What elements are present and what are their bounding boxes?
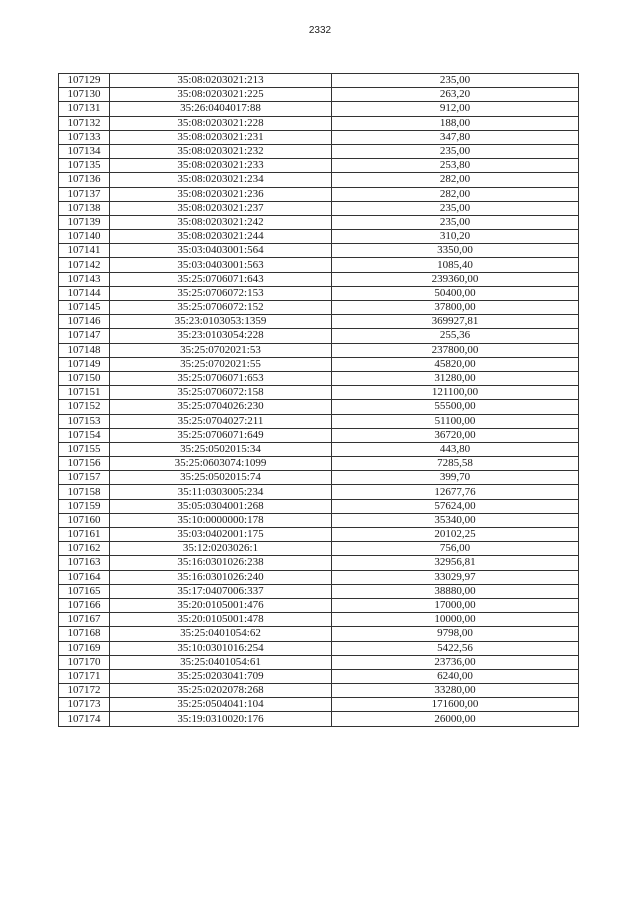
value-cell: 45820,00: [332, 357, 579, 371]
value-cell: 235,00: [332, 215, 579, 229]
row-number-cell: 107150: [59, 371, 110, 385]
cadastral-number-cell: 35:17:0407006:337: [110, 584, 332, 598]
value-cell: 235,00: [332, 144, 579, 158]
table-row: [59, 343, 579, 357]
table-row: [59, 655, 579, 669]
value-cell: 23736,00: [332, 655, 579, 669]
table-row: [59, 187, 579, 201]
table-row: [59, 570, 579, 584]
cadastral-number-cell: 35:26:0404017:88: [110, 102, 332, 116]
value-cell: 20102,25: [332, 528, 579, 542]
table-row: [59, 613, 579, 627]
table-row: [59, 315, 579, 329]
value-cell: 7285,58: [332, 457, 579, 471]
row-number-cell: 107130: [59, 88, 110, 102]
row-number-cell: 107157: [59, 471, 110, 485]
table-row: [59, 286, 579, 300]
table-row: [59, 499, 579, 513]
row-number-cell: 107143: [59, 272, 110, 286]
table-row: [59, 698, 579, 712]
cadastral-number-cell: 35:25:0401054:62: [110, 627, 332, 641]
row-number-cell: 107151: [59, 386, 110, 400]
cadastral-number-cell: 35:25:0502015:34: [110, 442, 332, 456]
value-cell: 37800,00: [332, 301, 579, 315]
table-row: [59, 201, 579, 215]
value-cell: 756,00: [332, 542, 579, 556]
table-row: [59, 329, 579, 343]
row-number-cell: 107152: [59, 400, 110, 414]
row-number-cell: 107156: [59, 457, 110, 471]
row-number-cell: 107129: [59, 74, 110, 88]
cadastral-number-cell: 35:08:0203021:244: [110, 230, 332, 244]
table-row: [59, 598, 579, 612]
value-cell: 9798,00: [332, 627, 579, 641]
row-number-cell: 107166: [59, 598, 110, 612]
row-number-cell: 107164: [59, 570, 110, 584]
value-cell: 35340,00: [332, 513, 579, 527]
table-row: [59, 442, 579, 456]
cadastral-number-cell: 35:25:0706071:653: [110, 371, 332, 385]
table-row: [59, 272, 579, 286]
cadastral-number-cell: 35:03:0403001:564: [110, 244, 332, 258]
cadastral-number-cell: 35:25:0504041:104: [110, 698, 332, 712]
value-cell: 282,00: [332, 173, 579, 187]
cadastral-number-cell: 35:25:0706071:649: [110, 428, 332, 442]
table-row: [59, 173, 579, 187]
table-row: [59, 485, 579, 499]
cadastral-number-cell: 35:08:0203021:213: [110, 74, 332, 88]
row-number-cell: 107136: [59, 173, 110, 187]
row-number-cell: 107134: [59, 144, 110, 158]
cadastral-number-cell: 35:11:0303005:234: [110, 485, 332, 499]
value-cell: 239360,00: [332, 272, 579, 286]
cadastral-number-cell: 35:08:0203021:242: [110, 215, 332, 229]
table-row: [59, 102, 579, 116]
row-number-cell: 107161: [59, 528, 110, 542]
row-number-cell: 107146: [59, 315, 110, 329]
value-cell: 10000,00: [332, 613, 579, 627]
cadastral-number-cell: 35:08:0203021:233: [110, 159, 332, 173]
cadastral-number-cell: 35:20:0105001:476: [110, 598, 332, 612]
cadastral-number-cell: 35:08:0203021:237: [110, 201, 332, 215]
cadastral-number-cell: 35:08:0203021:228: [110, 116, 332, 130]
table-row: [59, 627, 579, 641]
value-cell: 50400,00: [332, 286, 579, 300]
value-cell: 51100,00: [332, 414, 579, 428]
cadastral-number-cell: 35:25:0202078:268: [110, 684, 332, 698]
value-cell: 36720,00: [332, 428, 579, 442]
value-cell: 255,36: [332, 329, 579, 343]
row-number-cell: 107169: [59, 641, 110, 655]
table-row: [59, 528, 579, 542]
row-number-cell: 107138: [59, 201, 110, 215]
cadastral-number-cell: 35:19:0310020:176: [110, 712, 332, 726]
row-number-cell: 107171: [59, 669, 110, 683]
table-row: [59, 74, 579, 88]
cadastral-number-cell: 35:25:0702021:55: [110, 357, 332, 371]
value-cell: 33029,97: [332, 570, 579, 584]
row-number-cell: 107147: [59, 329, 110, 343]
row-number-cell: 107139: [59, 215, 110, 229]
row-number-cell: 107159: [59, 499, 110, 513]
cadastral-number-cell: 35:08:0203021:225: [110, 88, 332, 102]
value-cell: 1085,40: [332, 258, 579, 272]
cadastral-number-cell: 35:25:0706072:158: [110, 386, 332, 400]
value-cell: 188,00: [332, 116, 579, 130]
table-row: [59, 414, 579, 428]
value-cell: 32956,81: [332, 556, 579, 570]
cadastral-number-cell: 35:25:0704027:211: [110, 414, 332, 428]
row-number-cell: 107162: [59, 542, 110, 556]
table-row: [59, 400, 579, 414]
table-row: [59, 130, 579, 144]
table-row: [59, 215, 579, 229]
row-number-cell: 107174: [59, 712, 110, 726]
row-number-cell: 107170: [59, 655, 110, 669]
table-row: [59, 159, 579, 173]
table-row: [59, 542, 579, 556]
cadastral-number-cell: 35:25:0502015:74: [110, 471, 332, 485]
table-row: [59, 371, 579, 385]
cadastral-number-cell: 35:03:0403001:563: [110, 258, 332, 272]
row-number-cell: 107165: [59, 584, 110, 598]
row-number-cell: 107149: [59, 357, 110, 371]
value-cell: 31280,00: [332, 371, 579, 385]
table-row: [59, 244, 579, 258]
table-row: [59, 116, 579, 130]
row-number-cell: 107140: [59, 230, 110, 244]
cadastral-number-cell: 35:08:0203021:234: [110, 173, 332, 187]
row-number-cell: 107168: [59, 627, 110, 641]
table-row: [59, 712, 579, 726]
value-cell: 57624,00: [332, 499, 579, 513]
value-cell: 399,70: [332, 471, 579, 485]
row-number-cell: 107172: [59, 684, 110, 698]
row-number-cell: 107135: [59, 159, 110, 173]
value-cell: 121100,00: [332, 386, 579, 400]
value-cell: 33280,00: [332, 684, 579, 698]
table-row: [59, 556, 579, 570]
table-row: [59, 357, 579, 371]
table-row: [59, 684, 579, 698]
table-row: [59, 144, 579, 158]
cadastral-number-cell: 35:05:0304001:268: [110, 499, 332, 513]
table-row: [59, 471, 579, 485]
value-cell: 235,00: [332, 201, 579, 215]
cadastral-number-cell: 35:25:0203041:709: [110, 669, 332, 683]
value-cell: 171600,00: [332, 698, 579, 712]
cadastral-number-cell: 35:16:0301026:240: [110, 570, 332, 584]
row-number-cell: 107155: [59, 442, 110, 456]
row-number-cell: 107132: [59, 116, 110, 130]
cadastral-number-cell: 35:12:0203026:1: [110, 542, 332, 556]
cadastral-number-cell: 35:10:0301016:254: [110, 641, 332, 655]
cadastral-number-cell: 35:20:0105001:478: [110, 613, 332, 627]
value-cell: 282,00: [332, 187, 579, 201]
table-row: [59, 230, 579, 244]
row-number-cell: 107133: [59, 130, 110, 144]
row-number-cell: 107163: [59, 556, 110, 570]
cadastral-number-cell: 35:10:0000000:178: [110, 513, 332, 527]
cadastral-number-cell: 35:08:0203021:231: [110, 130, 332, 144]
value-cell: 26000,00: [332, 712, 579, 726]
cadastral-number-cell: 35:25:0704026:230: [110, 400, 332, 414]
row-number-cell: 107160: [59, 513, 110, 527]
value-cell: 6240,00: [332, 669, 579, 683]
table-row: [59, 584, 579, 598]
table-row: [59, 386, 579, 400]
cadastral-number-cell: 35:25:0603074:1099: [110, 457, 332, 471]
row-number-cell: 107173: [59, 698, 110, 712]
row-number-cell: 107142: [59, 258, 110, 272]
value-cell: 237800,00: [332, 343, 579, 357]
table-row: [59, 258, 579, 272]
value-cell: 55500,00: [332, 400, 579, 414]
value-cell: 253,80: [332, 159, 579, 173]
value-cell: 17000,00: [332, 598, 579, 612]
row-number-cell: 107154: [59, 428, 110, 442]
table-row: [59, 88, 579, 102]
cadastral-number-cell: 35:03:0402001:175: [110, 528, 332, 542]
row-number-cell: 107158: [59, 485, 110, 499]
value-cell: 38880,00: [332, 584, 579, 598]
value-cell: 347,80: [332, 130, 579, 144]
value-cell: 912,00: [332, 102, 579, 116]
value-cell: 12677,76: [332, 485, 579, 499]
row-number-cell: 107131: [59, 102, 110, 116]
cadastral-number-cell: 35:23:0103054:228: [110, 329, 332, 343]
cadastral-number-cell: 35:16:0301026:238: [110, 556, 332, 570]
cadastral-number-cell: 35:25:0706072:152: [110, 301, 332, 315]
cadastral-number-cell: 35:08:0203021:236: [110, 187, 332, 201]
cadastral-number-cell: 35:25:0702021:53: [110, 343, 332, 357]
row-number-cell: 107144: [59, 286, 110, 300]
table-row: [59, 513, 579, 527]
value-cell: 235,00: [332, 74, 579, 88]
value-cell: 263,20: [332, 88, 579, 102]
table-row: [59, 457, 579, 471]
cadastral-number-cell: 35:25:0401054:61: [110, 655, 332, 669]
table-row: [59, 428, 579, 442]
value-cell: 443,80: [332, 442, 579, 456]
row-number-cell: 107141: [59, 244, 110, 258]
table-row: [59, 301, 579, 315]
value-cell: 3350,00: [332, 244, 579, 258]
row-number-cell: 107145: [59, 301, 110, 315]
value-cell: 310,20: [332, 230, 579, 244]
row-number-cell: 107167: [59, 613, 110, 627]
row-number-cell: 107148: [59, 343, 110, 357]
value-cell: 369927,81: [332, 315, 579, 329]
cadastral-number-cell: 35:25:0706072:153: [110, 286, 332, 300]
table-body: [59, 74, 579, 727]
cadastral-number-cell: 35:25:0706071:643: [110, 272, 332, 286]
page-number: 2332: [308, 25, 332, 36]
data-table: [58, 73, 579, 727]
table-row: [59, 669, 579, 683]
value-cell: 5422,56: [332, 641, 579, 655]
table-row: [59, 641, 579, 655]
row-number-cell: 107153: [59, 414, 110, 428]
cadastral-number-cell: 35:08:0203021:232: [110, 144, 332, 158]
cadastral-number-cell: 35:23:0103053:1359: [110, 315, 332, 329]
row-number-cell: 107137: [59, 187, 110, 201]
